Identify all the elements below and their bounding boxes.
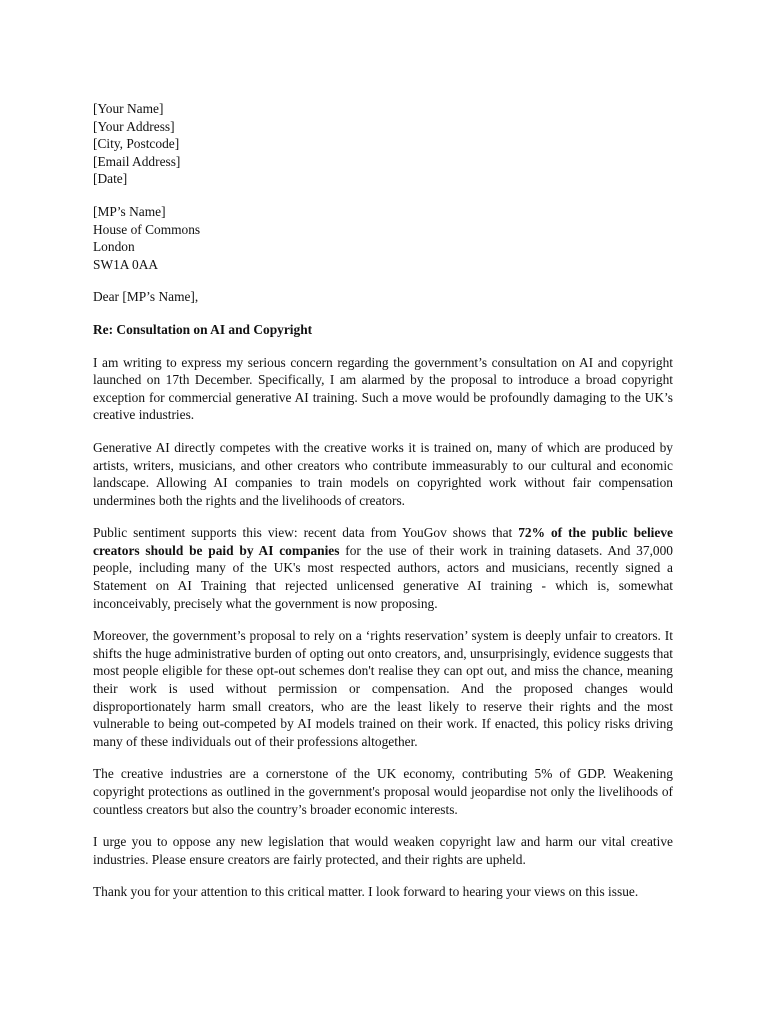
letter-date: [Date]: [93, 171, 128, 187]
subject-line: Re: Consultation on AI and Copyright: [93, 321, 313, 337]
paragraph-public-sentiment: [93, 524, 673, 612]
paragraph-public-sentiment-highlight: 72% of the public believe creators should be paid by AI companies: [93, 525, 673, 558]
paragraph-public-sentiment-text-end: for the use of their work in training datasets. And 37,000 people, including many of the UK's most respected authors, actors and musicians, recently signed a Statement on AI Training that rejected unlicensed generative AI training - which is, somewhat inconceivably, precisely what the government is now proposing.: [93, 542, 673, 611]
paragraph-rights-reservation: Moreover, the government’s proposal to rely on a ‘rights reservation’ system is deeply unfair to creators. It shifts the huge administrative burden of opting out onto creators, and, unsurprisingly, evidence suggests that most people eligible for these opt-out schemes don't realise they can opt out, and miss the chance, meaning their work is used without permission or compensation. And the proposed changes would disproportionately harm small creators, who are the least likely to reserve their rights and the most vulnerable to being out-competed by AI models trained on their work. If enacted, this policy risks driving many of these individuals out of their professions altogether.: [93, 628, 673, 749]
sender-city-postcode: [City, Postcode]: [93, 136, 180, 152]
recipient-postcode: SW1A 0AA: [93, 256, 159, 272]
paragraph-competition: Generative AI directly competes with the creative works it is trained on, many of which are produced by artists, writers, musicians, and other creators who contribute immeasurably to our cultural and economic landscape. Allowing AI companies to train models on copyrighted work without fair compensation undermines both the rights and the livelihoods of creators.: [93, 439, 673, 508]
letter-body: [93, 100, 673, 901]
paragraph-economy: The creative industries are a cornerstone of the UK economy, contributing 5% of GDP. Weakening copyright protections as outlined in the government's proposal would jeopardise not only the livelihoods of countless creators but also the country’s broader economic interests.: [93, 766, 673, 817]
recipient-name: [MP’s Name]: [93, 203, 166, 219]
sender-name: [Your Name]: [93, 101, 164, 116]
recipient-line2: House of Commons: [93, 221, 201, 237]
paragraph-closing: Thank you for your attention to this critical matter. I look forward to hearing your views on this issue.: [93, 884, 639, 900]
paragraph-public-sentiment-text-start: Public sentiment supports this view: recent data from YouGov shows that: [93, 525, 519, 541]
recipient-address-block: [93, 203, 673, 273]
sender-email: [Email Address]: [93, 153, 181, 169]
sender-address: [Your Address]: [93, 118, 175, 134]
paragraph-concern: I am writing to express my serious concern regarding the government’s consultation on AI and copyright launched on 17th December. Specifically, I am alarmed by the proposal to introduce a broad copyright exception for commercial generative AI training. Such a move would be profoundly damaging to the UK’s creative industries.: [93, 354, 673, 423]
salutation: Dear [MP’s Name],: [93, 289, 199, 305]
sender-address-block: [93, 100, 673, 188]
paragraph-urge: I urge you to oppose any new legislation that would weaken copyright law and harm our vital creative industries. Please ensure creators are fairly protected, and their rights are upheld.: [93, 834, 673, 867]
recipient-city: London: [93, 239, 135, 255]
